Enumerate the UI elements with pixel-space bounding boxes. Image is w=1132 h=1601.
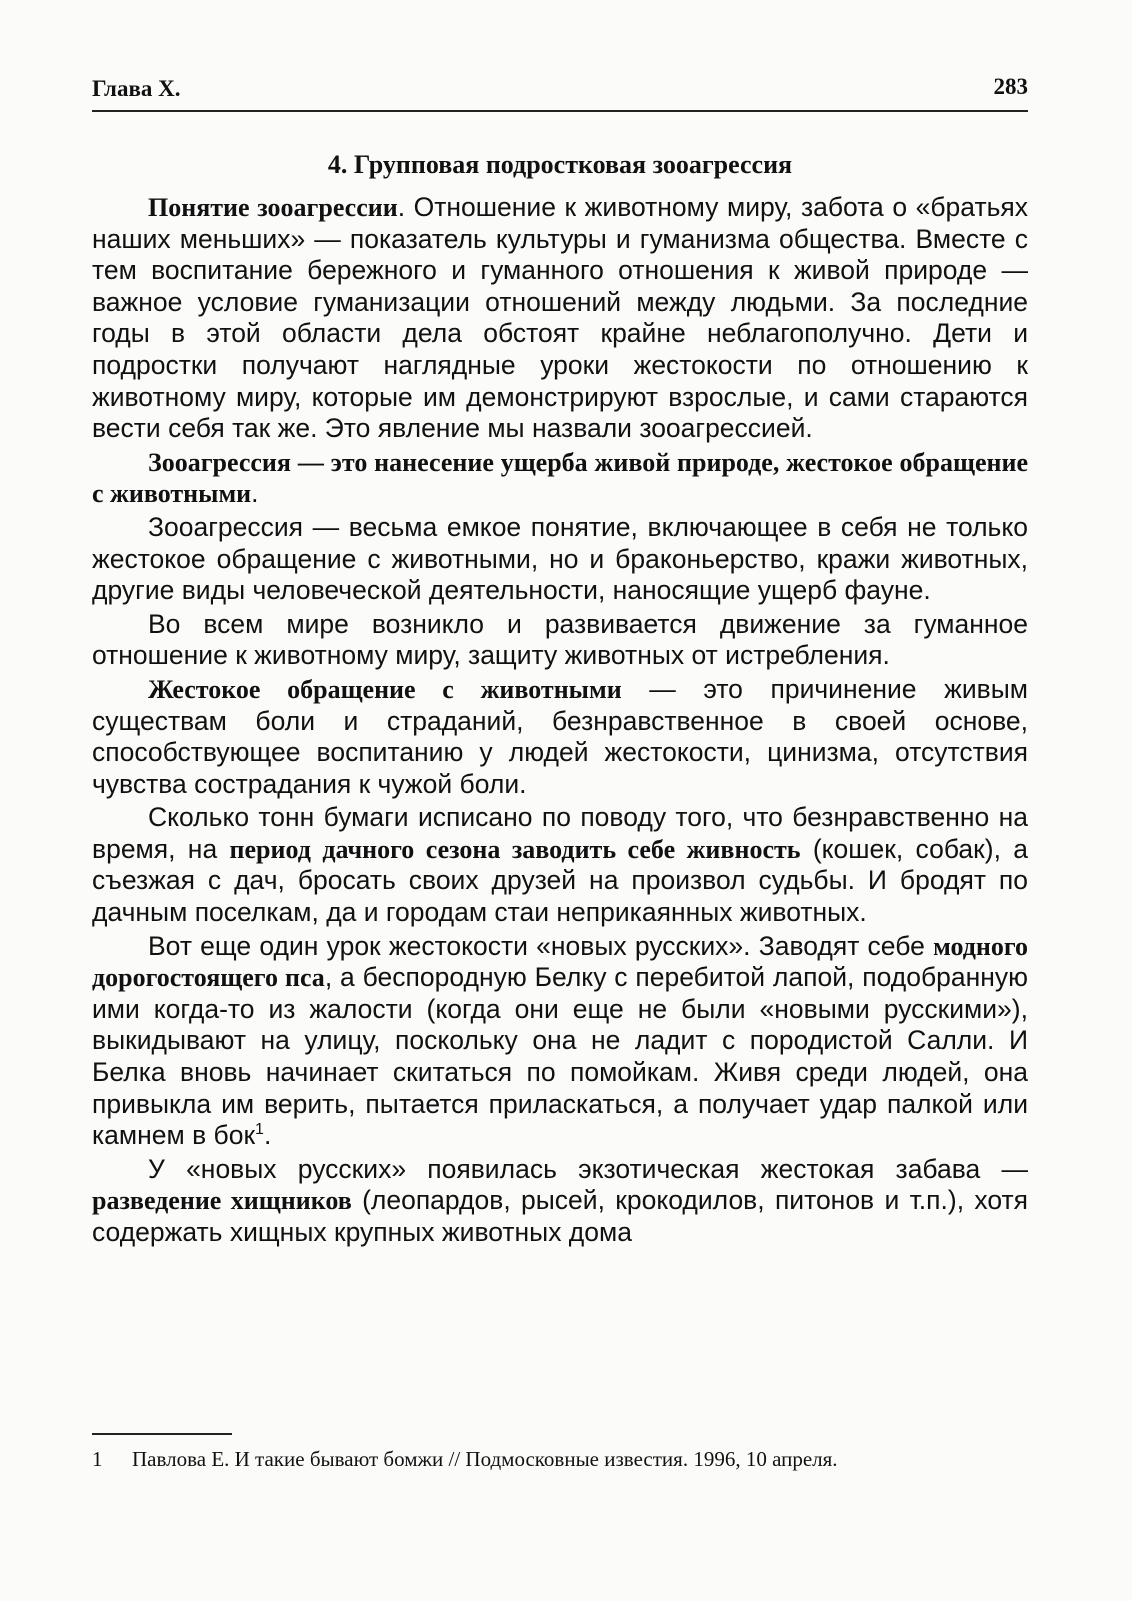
paragraph-text: (леопардов, рысей, крокодилов, питонов и т.п.), хотя содержать хищных крупных животных дома [92, 1185, 1028, 1247]
paragraph-text: У «новых русских» появилась экзотическая жестокая забава — [148, 1153, 1028, 1184]
paragraph-text: Сколько тонн бумаги исписано по поводу того, что безнравственно на время, на [92, 802, 1028, 864]
paragraph-text: Во всем мире возникло и развивается движение за гуманное отношение к животному миру, защиту животных от истребления. [92, 608, 1028, 671]
page-header [92, 74, 1028, 112]
paragraph-text: Зооагрессия — весьма емкое понятие, включающее в себя не только жестокое обращение с животными, но и браконьерство, кражи животных, другие виды человеческой деятельности, наносящие ущерб фауне. [92, 511, 1028, 606]
emphasis-bold: разведение хищников [92, 1186, 352, 1216]
paragraph-1 [92, 192, 1028, 445]
paragraph-7 [92, 931, 1028, 1152]
footnote-text: Павлова Е. И такие бывают бомжи // Подмосковные известия. 1996, 10 апреля. [132, 1447, 838, 1471]
chapter-title: Глава X. [92, 76, 181, 101]
term-bold: Понятие зооагрессии [148, 193, 398, 222]
paragraph-text: (кошек, собак), а съезжая с дач, бросать своих друзей на произвол судьбы. И бродят по дачным поселкам, да и городам стаи неприкаянных животных. [92, 833, 1028, 928]
footnote-number: 1 [92, 1447, 103, 1471]
term-bold: Жестокое обращение с животными [148, 674, 622, 704]
footnote-divider [92, 1433, 232, 1435]
paragraph-6 [92, 802, 1028, 928]
emphasis-bold: период дачного сезона заводить себе живность [229, 834, 801, 864]
footnote-reference: 1 [255, 1121, 264, 1139]
page-body [92, 148, 1028, 1249]
paragraph-text: Вот еще один урок жестокости «новых русских». Заводят себе [148, 930, 934, 961]
paragraph-3 [92, 512, 1028, 607]
paragraph-text: , а беспородную Белку с перебитой лапой, подобранную ими когда-то из жалости (когда они еще не были «новыми русскими»), выкидывают на улицу, поскольку она не ладит с породистой Салли. И Белка вновь начинает скитаться по помойкам. Живя среди людей, она привыкла им верить, пытается приласкаться, а получает удар палкой или камнем в бок [92, 962, 1028, 1151]
paragraph-2 [92, 447, 1028, 510]
definition-bold: Зооагрессия — это нанесение ущерба живой природе, жестокое обращение с животными [92, 447, 1028, 509]
footnote [92, 1445, 1028, 1474]
paragraph-text: — это причинение живым существам боли и страданий, безнравственное в своей основе, способствующее воспитанию у людей жестокости, цинизма, отсутствия чувства сострадания к чужой боли. [92, 673, 1029, 799]
paragraph-text: . [251, 478, 259, 509]
paragraph-4 [92, 609, 1028, 672]
emphasis-bold: модного дорогостоящего пса [92, 931, 1028, 993]
paragraph-5 [92, 674, 1028, 800]
page-number: 283 [993, 74, 1028, 99]
paragraph-text: . Отношение к животному миру, забота о «братьях наших меньших» — показатель культуры и гуманизма общества. Вместе с тем воспитание бережного и гуманного отношения к живой природе — важное условие гуманизации отношений между людьми. За последние годы в этой области дела обстоят крайне неблагополучно. Дети и подростки получают наглядные уроки жестокости по отношению к животному миру, которые им демонстрируют взрослые, и сами стараются вести себя так же. Это явление мы назвали зооагрессией. [92, 192, 1028, 444]
paragraph-8 [92, 1154, 1028, 1249]
paragraph-text: . [263, 1120, 272, 1151]
section-heading: 4. Групповая подростковая зооагрессия [327, 150, 793, 179]
